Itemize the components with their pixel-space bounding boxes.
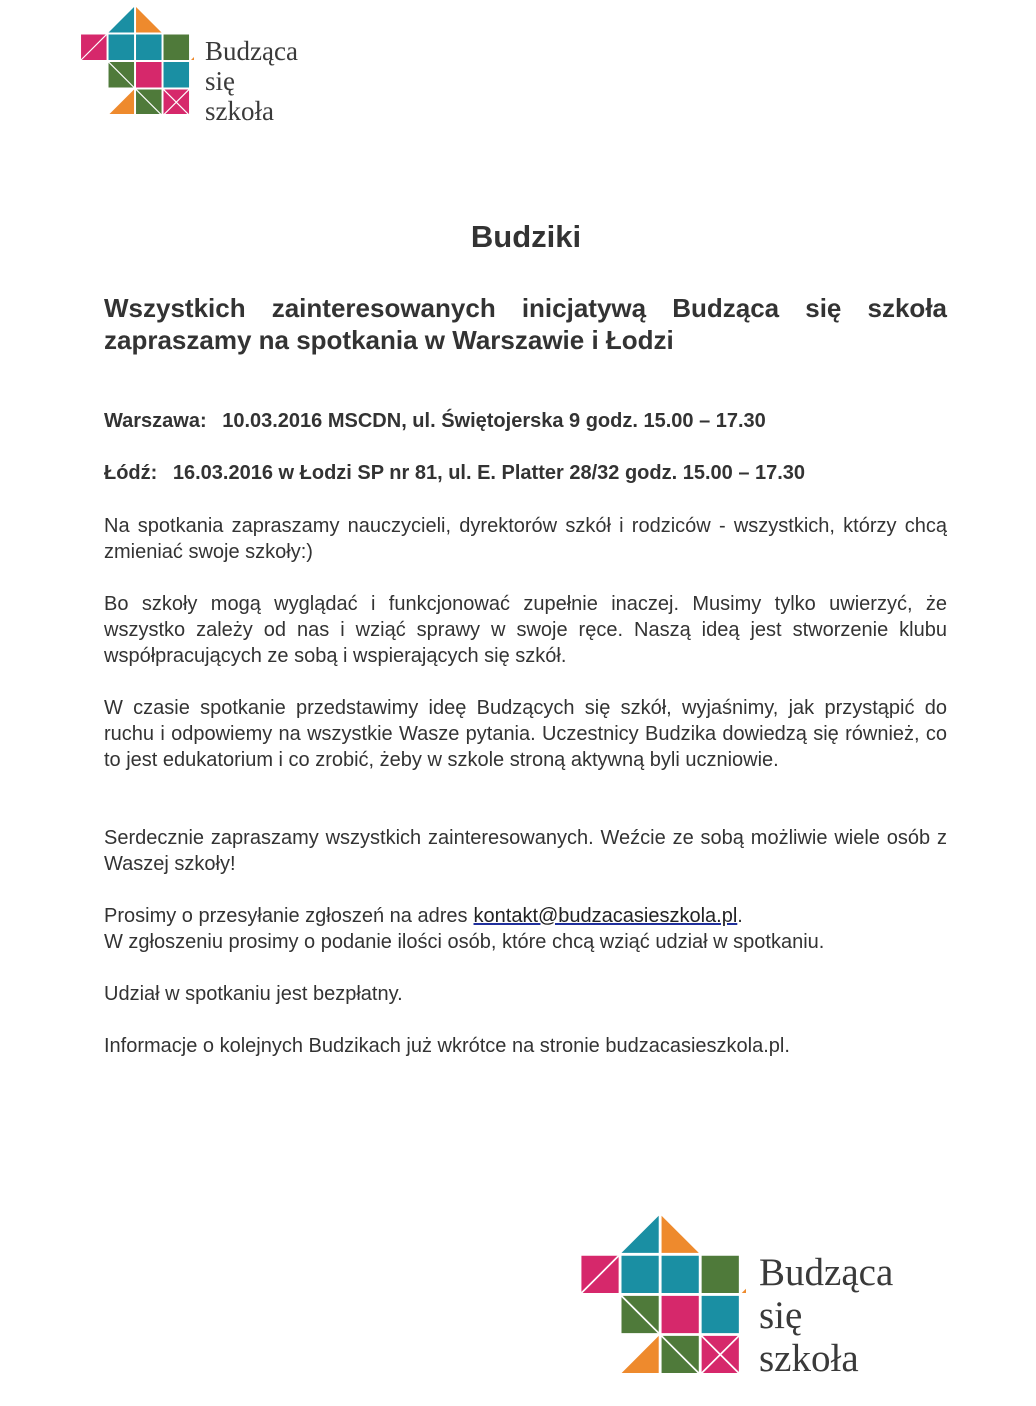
signup-prefix: Prosimy o przesyłanie zgłoszeń na adres [104, 905, 468, 927]
logo-mosaic-icon [580, 1213, 746, 1373]
document-subtitle: Wszystkich zainteresowanych inicjatywą Budząca się szkoła zapraszamy na spotkania w Warszawie i Łodzi [104, 293, 947, 355]
meeting-lodz [104, 462, 805, 485]
contact-email-link[interactable]: kontakt@budzacasieszkola.pl [473, 905, 738, 927]
logo-top [80, 6, 298, 126]
meeting-city: Warszawa: [104, 410, 207, 432]
logo-wordmark [759, 1251, 893, 1380]
logo-line-2: się [205, 66, 235, 96]
signup-suffix: . [737, 905, 743, 927]
meeting-details: 16.03.2016 w Łodzi SP nr 81, ul. E. Platter 28/32 godz. 15.00 – 17.30 [172, 462, 806, 484]
paragraph-agenda: W czasie spotkanie przedstawimy ideę Budzących się szkół, wyjaśnimy, jak przystąpić do ruchu i odpowiemy na wszystkie Wasze pytania. Uczestnicy Budzika dowiedzą się również, co to jest edukatorium i co zrobić, żeby w szkole stroną aktywną byli uczniowie. [104, 697, 947, 771]
paragraph-welcome: Serdecznie zapraszamy wszystkich zainteresowanych. Weźcie ze sobą możliwie wiele osób z Waszej szkoły! [104, 827, 947, 875]
logo-line-2: się [759, 1294, 803, 1337]
paragraph-free: Udział w spotkaniu jest bezpłatny. [104, 983, 403, 1005]
meeting-warsaw [104, 410, 766, 433]
paragraph-schools: Bo szkoły mogą wyglądać i funkcjonować zupełnie inaczej. Musimy tylko uwierzyć, że wszystko zależy od nas i wziąć sprawy w swoje ręce. Naszą ideą jest stworzenie klubu współpracujących ze sobą i wspierających się szkół. [104, 593, 947, 667]
logo-wordmark [205, 36, 298, 126]
paragraph-signup [104, 903, 947, 955]
signup-line-1 [104, 903, 947, 929]
logo-line-1: Budząca [205, 36, 298, 66]
logo-line-1: Budząca [759, 1251, 894, 1294]
document-title: Budziki [470, 219, 582, 254]
logo-mosaic-icon [80, 6, 194, 114]
signup-line-2: W zgłoszeniu prosimy o podanie ilości osób, które chcą wziąć udział w spotkaniu. [104, 931, 825, 953]
logo-bottom [580, 1213, 893, 1380]
paragraph-info: Informacje o kolejnych Budzikach już wkrótce na stronie budzacasieszkola.pl. [104, 1035, 790, 1057]
logo-line-3: szkoła [759, 1337, 859, 1380]
meeting-details: 10.03.2016 MSCDN, ul. Świętojerska 9 godz. 15.00 – 17.30 [222, 410, 766, 432]
meeting-city: Łódź: [104, 462, 158, 484]
paragraph-invite: Na spotkania zapraszamy nauczycieli, dyrektorów szkół i rodziców - wszystkich, którzy chcą zmieniać swoje szkoły:) [104, 515, 947, 563]
logo-line-3: szkoła [205, 96, 274, 126]
